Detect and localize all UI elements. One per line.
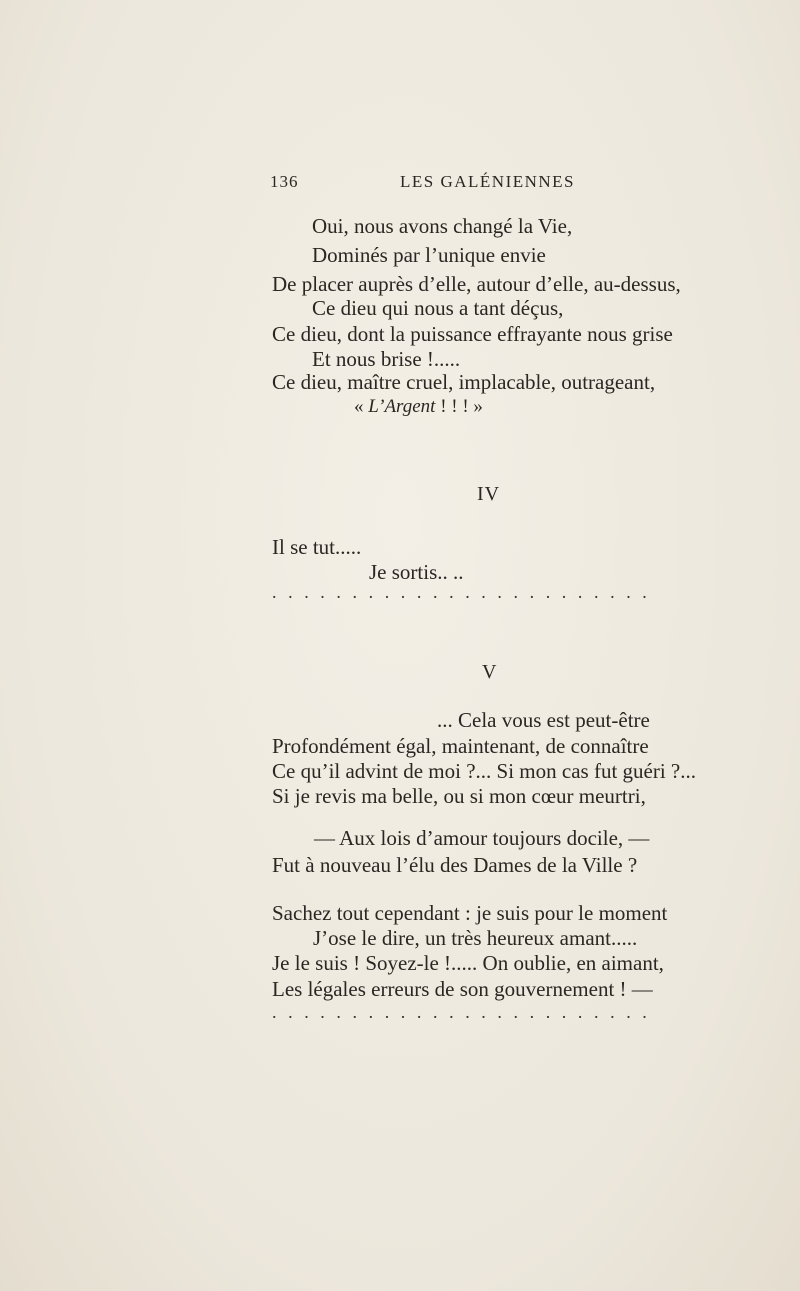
verse-line: Je sortis.. ..: [369, 560, 464, 584]
open-quote: «: [354, 396, 369, 417]
page-number: 136: [270, 172, 299, 191]
close-exclamations: ! ! ! »: [435, 396, 483, 417]
verse-line: Ce qu’il advint de moi ?... Si mon cas fut guéri ?...: [272, 759, 696, 783]
page-header: [270, 172, 700, 196]
argent-word: L’Argent: [368, 396, 436, 417]
verse-line: J’ose le dire, un très heureux amant.....: [313, 926, 638, 950]
verse-line: ... Cela vous est peut-être: [437, 708, 650, 732]
verse-line: Et nous brise !.....: [312, 347, 461, 371]
verse-line: Oui, nous avons changé la Vie,: [312, 214, 573, 238]
running-title: LES GALÉNIENNES: [400, 172, 576, 191]
verse-line: Profondément égal, maintenant, de connaître: [272, 734, 649, 758]
verse-line: Fut à nouveau l’élu des Dames de la Ville ?: [272, 853, 638, 877]
verse-line: Il se tut.....: [272, 535, 362, 559]
ellipsis-divider: ........................: [272, 1002, 659, 1022]
verse-line: Dominés par l’unique envie: [312, 243, 546, 267]
verse-line: — Aux lois d’amour toujours docile, —: [314, 826, 650, 850]
verse-line: Les légales erreurs de son gouvernement ! —: [272, 977, 653, 1001]
section-heading-iv: IV: [477, 483, 501, 505]
verse-line: Je le suis ! Soyez-le !..... On oublie, en aimant,: [272, 951, 664, 975]
verse-line: De placer auprès d’elle, autour d’elle, au-dessus,: [272, 272, 681, 296]
verse-line: Ce dieu qui nous a tant déçus,: [312, 296, 564, 320]
verse-line-argent: [354, 397, 483, 416]
verse-line: Si je revis ma belle, ou si mon cœur meurtri,: [272, 784, 646, 808]
verse-line: Ce dieu, dont la puissance effrayante nous grise: [272, 322, 673, 346]
section-heading-v: V: [482, 661, 498, 683]
verse-line: Ce dieu, maître cruel, implacable, outrageant,: [272, 370, 656, 394]
verse-line: Sachez tout cependant : je suis pour le moment: [272, 901, 668, 925]
ellipsis-divider: ........................: [272, 582, 659, 602]
